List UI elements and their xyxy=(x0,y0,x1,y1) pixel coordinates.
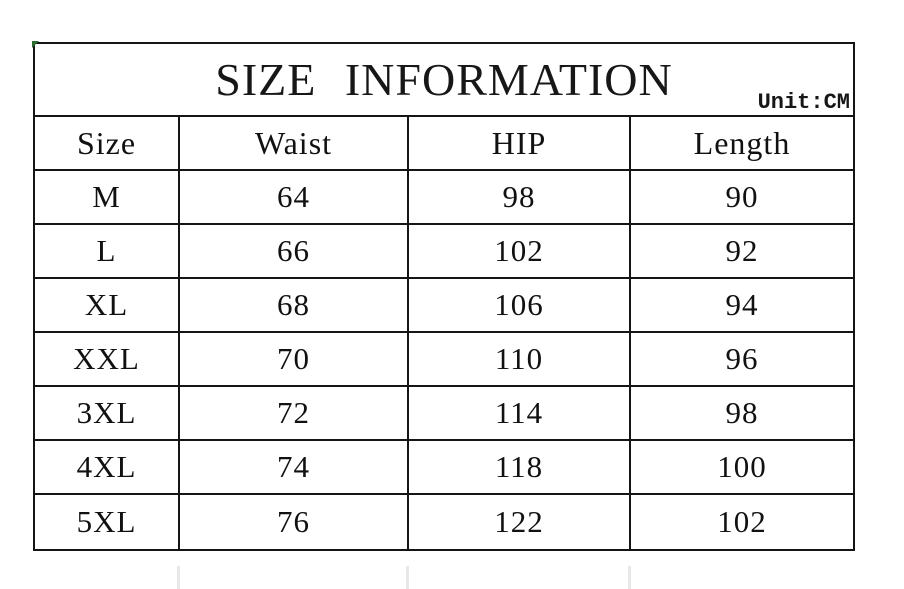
column-line-stub xyxy=(177,566,180,589)
length-cell: 98 xyxy=(631,387,853,441)
hip-cell: 122 xyxy=(409,495,631,549)
size-cell: M xyxy=(35,171,180,225)
length-cell: 94 xyxy=(631,279,853,333)
waist-cell: 76 xyxy=(180,495,409,549)
waist-cell: 74 xyxy=(180,441,409,495)
length-cell: 100 xyxy=(631,441,853,495)
waist-cell: 66 xyxy=(180,225,409,279)
size-table xyxy=(33,42,855,551)
hip-cell: 114 xyxy=(409,387,631,441)
column-header-waist: Waist xyxy=(180,117,409,171)
length-cell: 96 xyxy=(631,333,853,387)
size-cell: L xyxy=(35,225,180,279)
waist-cell: 64 xyxy=(180,171,409,225)
hip-cell: 102 xyxy=(409,225,631,279)
column-header-size: Size xyxy=(35,117,180,171)
hip-cell: 118 xyxy=(409,441,631,495)
column-line-stub xyxy=(406,566,409,589)
length-cell: 102 xyxy=(717,504,767,539)
waist-cell: 72 xyxy=(180,387,409,441)
table-title: SIZE INFORMATION xyxy=(215,54,673,105)
size-cell: 3XL xyxy=(35,387,180,441)
column-header-hip: HIP xyxy=(409,117,631,171)
length-cell: 90 xyxy=(631,171,853,225)
hip-cell: 106 xyxy=(409,279,631,333)
hip-cell: 98 xyxy=(409,171,631,225)
waist-cell: 68 xyxy=(180,279,409,333)
column-line-stub xyxy=(628,566,631,589)
unit-label: Unit:CM xyxy=(757,90,850,115)
waist-cell: 70 xyxy=(180,333,409,387)
size-cell: 4XL xyxy=(35,441,180,495)
column-header-length: Length xyxy=(631,117,853,171)
green-corner-mark xyxy=(32,41,39,48)
length-cell: 92 xyxy=(631,225,853,279)
table-title-cell xyxy=(35,44,853,117)
size-cell: XXL xyxy=(35,333,180,387)
size-cell: XL xyxy=(35,279,180,333)
size-cell: 5XL xyxy=(35,495,180,549)
hip-cell: 110 xyxy=(409,333,631,387)
